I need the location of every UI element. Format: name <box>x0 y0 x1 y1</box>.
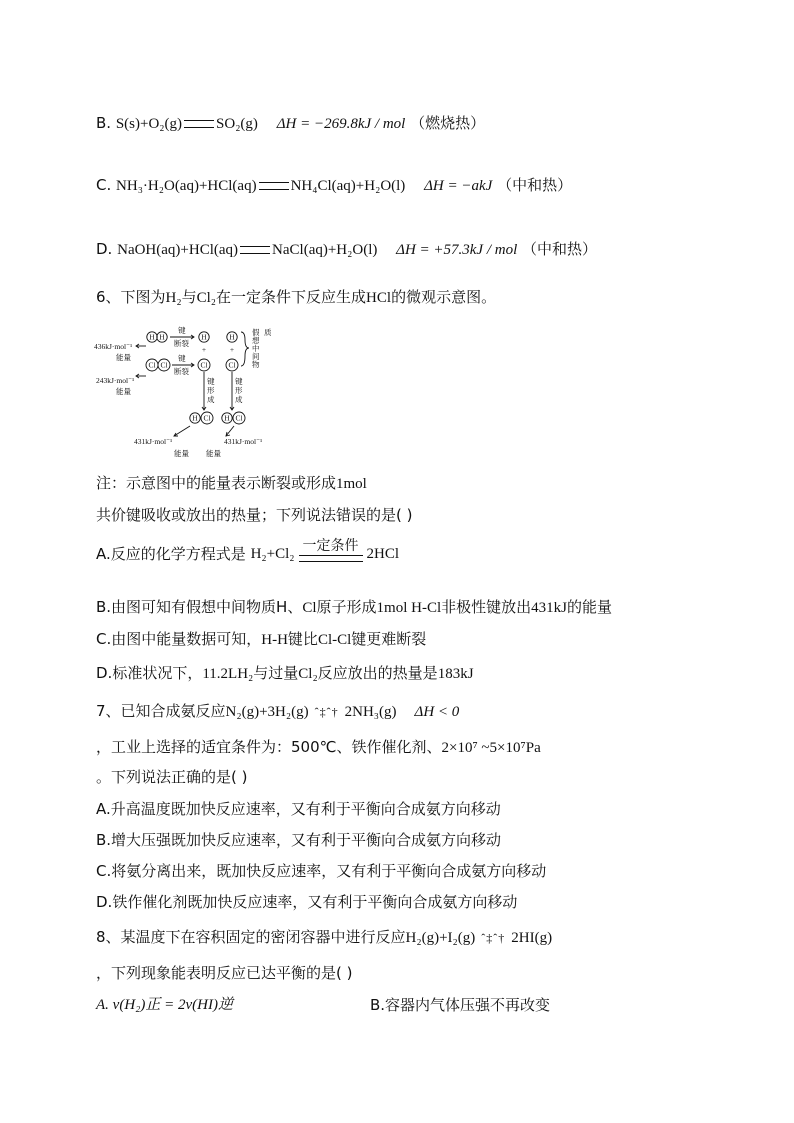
cl-label: Cl <box>160 360 168 370</box>
intermediate-label: 假 <box>252 328 260 337</box>
q6-option-b <box>96 596 612 619</box>
text: 1mol <box>336 476 367 492</box>
q7-option-b: B.增大压强既加快反应速率，又有利于平衡向合成氨方向移动 <box>96 831 502 849</box>
q6-note-1 <box>96 472 367 495</box>
q8-option-a: A. v(H₂)正 = 2v(HI)逆 <box>96 997 233 1013</box>
text: 键更难断裂 <box>351 630 427 648</box>
plus-sign: + <box>229 345 235 354</box>
h-label: H <box>201 332 207 342</box>
enthalpy: ΔH < 0 <box>414 704 460 720</box>
pressure: 2×10⁷ ~5×10⁷Pa <box>441 740 541 756</box>
formula: Cl₂ <box>298 666 318 682</box>
text: 注：示意图中的能量表示断裂或形成 <box>96 474 337 492</box>
reversible-arrow: ˆ‡ˆ† <box>314 705 339 719</box>
form-label-3: 成 <box>235 395 243 404</box>
option-label: B. <box>96 114 112 132</box>
text: 原子形成 <box>316 598 377 616</box>
plus-sign: + <box>201 345 207 354</box>
text: Cl-Cl <box>317 632 352 648</box>
q8-stem <box>96 926 552 949</box>
form-label-2: 形 <box>235 386 243 395</box>
text: H-H <box>261 632 288 648</box>
q6-option-c <box>96 628 426 651</box>
text: Cl <box>302 600 317 616</box>
cl-label: Cl <box>203 413 211 423</box>
option-label: D. <box>96 240 113 258</box>
formula: H₂ <box>237 666 254 682</box>
text: 在一定条件下反应生成 <box>216 288 367 306</box>
h-label: H <box>159 332 165 342</box>
q6-option-d <box>96 662 474 685</box>
energy-431-right: 431kJ·mol⁻¹ <box>224 437 263 446</box>
intermediate-label: 物 <box>252 360 260 369</box>
q6-option-a <box>96 538 399 578</box>
h-label: H <box>149 332 155 342</box>
text: 的能量 <box>567 598 613 616</box>
energy-label: 能量 <box>116 353 131 362</box>
text: D.标准状况下， <box>96 664 203 682</box>
text: 6、下图为 <box>96 288 166 306</box>
h2: H₂ <box>250 546 267 562</box>
text: 键比 <box>287 630 318 648</box>
q7-conditions <box>96 736 541 759</box>
q8-option-b: B.容器内气体压强不再改变 <box>370 996 551 1014</box>
q7-option-d: D.铁作催化剂既加快反应速率，又有利于平衡向合成氨方向移动 <box>96 893 518 911</box>
text: 1mol H-Cl <box>376 600 442 616</box>
cl-label: Cl <box>228 360 236 370</box>
products: NH₄Cl(aq)+H₂O(l) <box>290 178 406 194</box>
text: 8、某温度下在容积固定的密闭容器中进行反应 <box>96 928 406 946</box>
products: NaCl(aq)+H₂O(l) <box>272 242 378 258</box>
text: C.由图中能量数据可知， <box>96 630 262 648</box>
intermediate-label: 间 <box>252 352 260 361</box>
option-c-line <box>96 174 572 197</box>
form-label-1: 键 <box>207 377 215 386</box>
text: 7、已知合成氨反应 <box>96 702 226 720</box>
energy-label: 能量 <box>206 449 221 458</box>
text: 与过量 <box>253 664 299 682</box>
q7-ask: 。下列说法正确的是( ) <box>96 768 248 786</box>
text: 431kJ <box>531 600 567 616</box>
intermediate-label: 想 <box>252 336 260 345</box>
bond-label: 键 <box>178 354 186 363</box>
reactants: N₂(g)+3H₂(g) <box>225 704 309 720</box>
option-b-line <box>96 112 485 135</box>
q7-option-c: C.将氨分离出来，既加快反应速率，又有利于平衡向合成氨方向移动 <box>96 862 547 880</box>
enthalpy: ΔH = −akJ <box>424 178 493 194</box>
form-label-3: 成 <box>207 395 215 404</box>
reactants: S(s)+O₂(g) <box>115 116 183 132</box>
equals-sign <box>259 182 289 190</box>
text: 非极性键放出 <box>441 598 532 616</box>
energy-label: 能量 <box>174 449 189 458</box>
condition-text: 一定条件 <box>302 538 359 554</box>
h-label: H <box>224 413 230 423</box>
cl2: Cl₂ <box>275 546 295 562</box>
q8-ask: ，下列现象能表明反应已达平衡的是( ) <box>96 964 353 982</box>
condition-arrow <box>299 538 363 570</box>
equals-bars <box>299 555 363 562</box>
energy-label: 能量 <box>116 387 131 396</box>
form-label-2: 形 <box>207 386 215 395</box>
break-label: 断裂 <box>174 367 189 376</box>
bond-label: 键 <box>178 326 186 335</box>
text: 的微观示意图。 <box>391 288 497 306</box>
product: 2HCl <box>366 546 400 562</box>
cl-label: Cl <box>235 413 243 423</box>
text: 11.2L <box>202 666 238 682</box>
h-label: H <box>229 332 235 342</box>
q6-note-2: 共价键吸收或放出的热量；下列说法错误的是( ) <box>96 506 413 524</box>
bond-energy-diagram <box>94 326 284 462</box>
option-d-line <box>96 238 597 261</box>
intermediate-label: 中 <box>252 344 260 353</box>
formula: HCl <box>366 290 392 306</box>
text: 183kJ <box>437 666 474 682</box>
products: SO₂(g) <box>216 116 258 132</box>
energy-243: 243kJ·mol⁻¹ <box>96 376 135 385</box>
text: B.由图可知有假想中间物质H、 <box>96 598 303 616</box>
h-label: H <box>192 413 198 423</box>
note: （中和热） <box>522 240 598 258</box>
option-label: C. <box>96 176 112 194</box>
reversible-arrow: ˆ‡ˆ† <box>481 931 506 945</box>
q7-option-a: A.升高温度既加快反应速率，又有利于平衡向合成氨方向移动 <box>96 800 501 818</box>
text: 与 <box>181 288 197 306</box>
products: 2HI(g) <box>511 930 553 946</box>
reactants: NaOH(aq)+HCl(aq) <box>117 242 239 258</box>
form-label-1: 键 <box>235 377 243 386</box>
equals-sign <box>240 246 270 254</box>
cl-label: Cl <box>200 360 208 370</box>
energy-436: 436kJ·mol⁻¹ <box>94 342 133 351</box>
products: 2NH₃(g) <box>344 704 397 720</box>
text: A.反应的化学方程式是 <box>96 545 246 563</box>
text: 反应放出的热量是 <box>317 664 438 682</box>
note: （燃烧热） <box>410 114 486 132</box>
enthalpy: ΔH = −269.8kJ / mol <box>276 116 406 132</box>
q7-stem <box>96 700 459 723</box>
enthalpy: ΔH = +57.3kJ / mol <box>396 242 518 258</box>
text: ，工业上选择的适宜条件为：500℃、铁作催化剂、 <box>96 738 442 756</box>
cl-label: Cl <box>148 360 156 370</box>
reactants: NH₃·H₂O(aq)+HCl(aq) <box>116 178 257 194</box>
formula: Cl₂ <box>196 290 217 306</box>
break-label: 断裂 <box>174 339 189 348</box>
intermediate-label: 质 <box>264 328 272 337</box>
formula: H₂+Cl₂ <box>250 546 295 562</box>
equals-sign <box>184 120 214 128</box>
q6-stem <box>96 286 496 309</box>
note: （中和热） <box>497 176 573 194</box>
reactants: H₂(g)+I₂(g) <box>405 930 476 946</box>
formula: H₂ <box>165 290 182 306</box>
energy-431-left: 431kJ·mol⁻¹ <box>134 437 173 446</box>
